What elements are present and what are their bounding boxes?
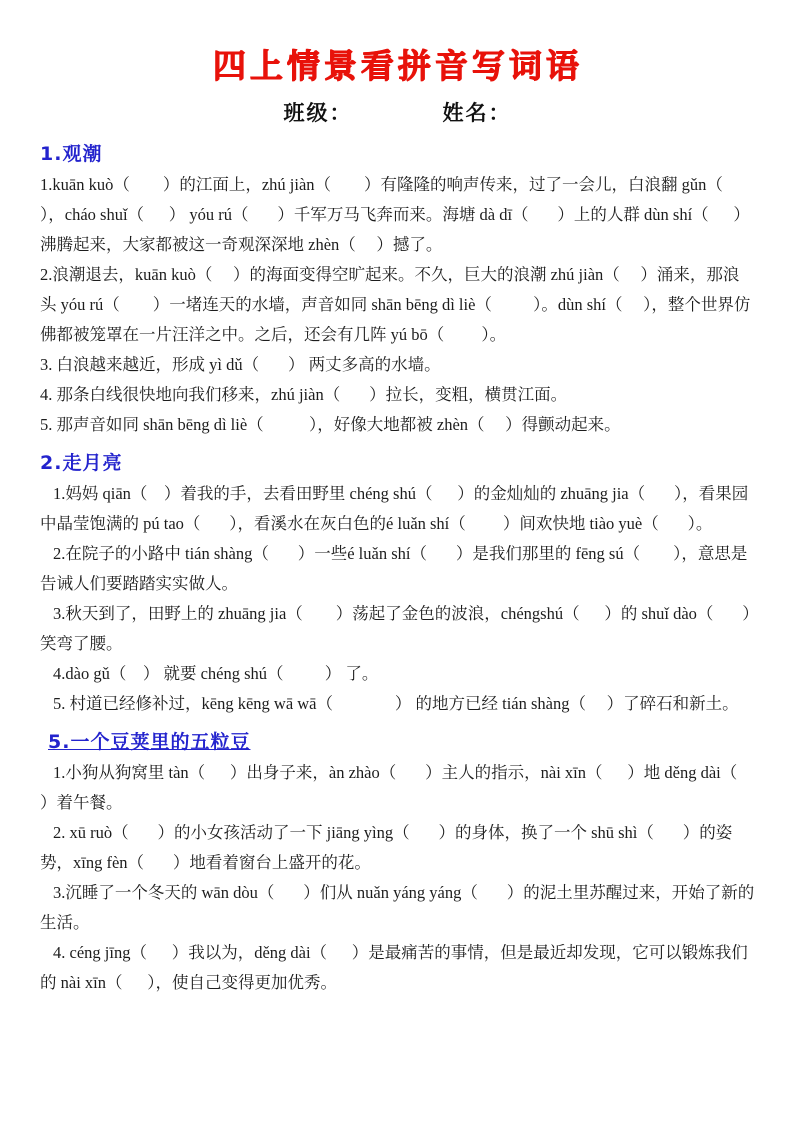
section-heading-guanchao: 1.观潮 bbox=[40, 143, 103, 165]
exercise-item: 2.在院子的小路中 tián shàng（ ）一些é luǎn shí（ ）是我们那里的 fēng sú（ ），意思是告诫人们要踏踏实实做人。 bbox=[40, 544, 748, 593]
exercise-item: 4. céng jīng（ ）我以为，děng dài（ ）是最痛苦的事情，但是最近却发现，它可以锻炼我们的 nài xīn（ ），使自己变得更加优秀。 bbox=[40, 943, 748, 992]
exercise-item: 5. 那声音如同 shān bēng dì liè（ ），好像大地都被 zhèn（ ）得颤动起来。 bbox=[40, 415, 621, 434]
exercise-item: 2. xū ruò（ ）的小女孩活动了一下 jiāng yìng（ ）的身体，换了一个 shū shì（ ）的姿势，xīng fèn（ ）地看着窗台上盛开的花。 bbox=[40, 823, 733, 872]
exercise-item: 3.沉睡了一个冬天的 wān dòu（ ）们从 nuǎn yáng yáng（ ）的泥土里苏醒过来，开始了新的生活。 bbox=[40, 883, 755, 932]
section-zouyueliang bbox=[40, 448, 755, 719]
exercise-item: 3.秋天到了，田野上的 zhuāng jia（ ）荡起了金色的波浪，chéngshú（ ）的 shuǐ dào（ ）笑弯了腰。 bbox=[40, 604, 751, 653]
section-doujia bbox=[40, 727, 767, 998]
exercise-item: 4. 那条白线很快地向我们移来，zhú jiàn（ ）拉长，变粗，横贯江面。 bbox=[40, 385, 568, 404]
class-label: 班级： bbox=[283, 101, 353, 125]
exercise-item: 5. 村道已经修补过，kēng kēng wā wā（ ） 的地方已经 tián shàng（ ）了碎石和新土。 bbox=[53, 694, 739, 713]
section-heading-doujia: 5.一个豆荚里的五粒豆 bbox=[48, 731, 251, 753]
exercise-item: 1.小狗从狗窝里 tàn（ ）出身子来，àn zhào（ ）主人的指示，nài xīn（ ）地 děng dài（ ）着午餐。 bbox=[40, 763, 767, 812]
exercise-item: 3. 白浪越来越近，形成 yì dǔ（ ） 两丈多高的水墙。 bbox=[40, 355, 441, 374]
name-label: 姓名： bbox=[442, 101, 512, 125]
page-title: 四上情景看拼音写词语 bbox=[212, 46, 583, 85]
exercise-item: 1.妈妈 qiān（ ）着我的手，去看田野里 chéng shú（ ）的金灿灿的 zhuāng jia（ ），看果园中晶莹饱满的 pú tao（ ），看溪水在灰白色的é luǎn shí（ ）间欢快地 tiào yuè（ ）。 bbox=[40, 484, 749, 533]
student-info-row bbox=[40, 97, 755, 127]
exercise-item: 4.dào gǔ（ ） 就要 chéng shú（ ） 了。 bbox=[53, 664, 379, 683]
exercise-item: 1.kuān kuò（ ）的江面上，zhú jiàn（ ）有隆隆的响声传来，过了一会儿，白浪翻 gǔn（ ），cháo shuǐ（ ） yóu rú（ ）千军万马飞奔而来。海塘 dà dī（ ）上的人群 dùn shí（ ）沸腾起来，大家都被这一奇观深深地 zhèn（ ）撼了。 bbox=[40, 175, 750, 254]
section-guanchao bbox=[40, 139, 755, 440]
exercise-item: 2.浪潮退去，kuān kuò（ ）的海面变得空旷起来。不久，巨大的浪潮 zhú jiàn（ ）涌来，那浪头 yóu rú（ ）一堵连天的水墙，声音如同 shān bēng dì liè（ ）。dùn shí（ ），整个世界仿佛都被笼罩在一片汪洋之中。之后，还会有几阵 yú bō（ ）。 bbox=[40, 265, 751, 344]
section-heading-zouyueliang: 2.走月亮 bbox=[40, 452, 123, 474]
